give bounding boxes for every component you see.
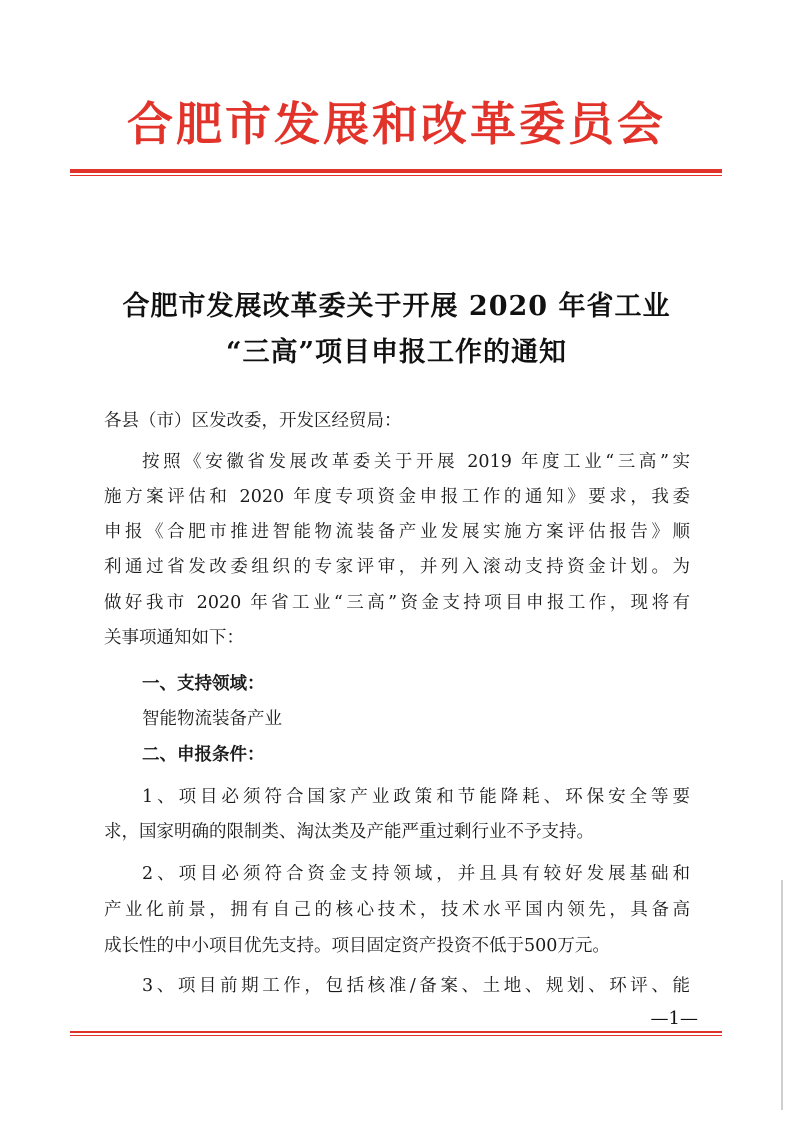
document-title-line-2: “三高”项目申报工作的通知 [225,337,568,368]
header-red-rule-thin [70,175,722,176]
document-title-line-1: 合肥市发展改革委关于开展 2020 年省工业 [122,291,671,322]
intro-line-5: 做好我市 2020 年省工业“三高”资金支持项目申报工作，现将有 [104,593,690,613]
item-3-line-1: 3、项目前期工作，包括核准/备案、土地、规划、环评、能 [142,976,690,996]
page-number: —1— [650,1008,698,1029]
intro-line-6: 关事项通知如下： [104,628,244,648]
item-1-line-2: 求，国家明确的限制类、淘汰类及产能严重过剩行业不予支持。 [104,822,594,842]
section-1-heading: 一、支持领域： [142,674,265,694]
item-2-line-2: 产业化前景，拥有自己的核心技术，技术水平国内领先，具备高 [104,900,690,920]
footer-red-rule-thin [70,1035,722,1036]
intro-line-1: 按照《安徽省发展改革委关于开展 2019 年度工业“三高”实 [142,452,690,472]
header-red-rule [70,169,722,173]
scan-edge-shadow [781,880,783,1110]
salutation: 各县（市）区发改委，开发区经贸局： [104,411,402,431]
item-1-line-1: 1、项目必须符合国家产业政策和节能降耗、环保安全等要 [142,787,690,807]
intro-line-2: 施方案评估和 2020 年度专项资金申报工作的通知》要求，我委 [104,487,690,507]
item-2-line-3: 成长性的中小项目优先支持。项目固定资产投资不低于500万元。 [104,936,610,956]
footer-red-rule [70,1031,722,1033]
section-1-text: 智能物流装备产业 [142,709,282,729]
section-2-heading: 二、申报条件： [142,745,265,765]
item-2-line-1: 2、项目必须符合资金支持领域，并且具有较好发展基础和 [142,864,690,884]
issuing-organization-title: 合肥市发展和改革委员会 [127,97,666,151]
intro-line-4: 利通过省发改委组织的专家评审，并列入滚动支持资金计划。为 [104,557,690,577]
intro-line-3: 申报《合肥市推进智能物流装备产业发展实施方案评估报告》顺 [104,522,690,542]
